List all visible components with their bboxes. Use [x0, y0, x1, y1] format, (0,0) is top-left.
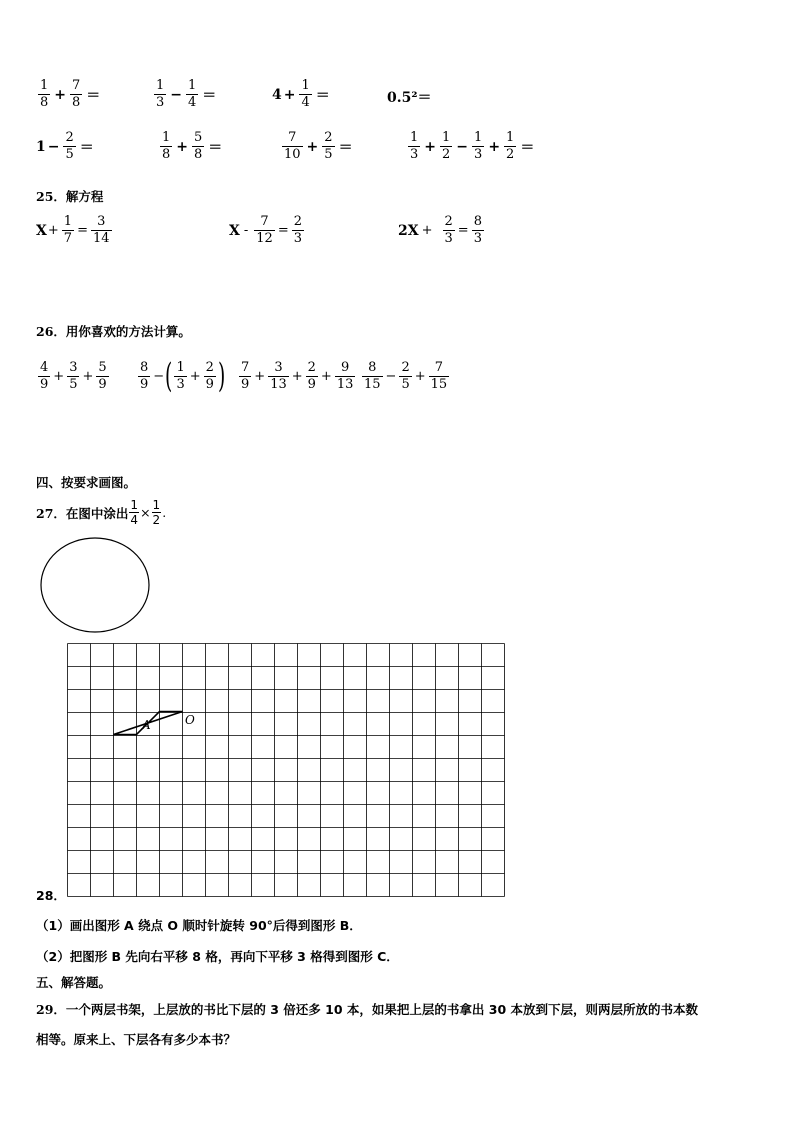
section-5-heading: 五、解答题。	[36, 975, 112, 990]
fraction: $\frac{2}{3}$	[444, 214, 453, 246]
q25-equation-2: X - $\frac{7}{12}$ = $\frac{2}{3}$	[229, 214, 303, 246]
fraction: $\frac{5}{9}$	[98, 360, 107, 392]
fraction: $\frac{1}{7}$	[63, 214, 73, 246]
fraction: $\frac{8}{9}$	[140, 359, 149, 392]
q29-line-2: 相等。原来上、下层各有多少本书？	[36, 1032, 237, 1047]
fraction: $\frac{5}{8}$	[194, 130, 203, 162]
fraction: $\frac{1}{8}$	[40, 78, 49, 110]
fraction: $\frac{2}{9}$	[307, 360, 316, 392]
fraction: $\frac{1}{2}$	[506, 130, 515, 162]
square-grid[interactable]	[66, 642, 506, 902]
row1-expr-4: 0.5²＝	[387, 90, 432, 106]
row1-expr-3: 4 + $\frac{1}{4}$ ＝	[272, 78, 330, 110]
row2-expr-4: $\frac{1}{3}$ + $\frac{1}{2}$ − $\frac{1}{3}$ + $\frac{1}{2}$ ＝	[410, 130, 535, 162]
fraction: $\frac{1}{3}$	[176, 359, 185, 392]
q25-heading: 25．解方程	[36, 189, 104, 204]
q26-expr-2: $\frac{8}{9}$ − ( $\frac{1}{3}$ + $\frac{2}{9}$ )	[140, 356, 226, 396]
fraction: $\frac{1}{4}$	[188, 78, 197, 110]
fraction: $\frac{1}{2}$	[152, 498, 161, 527]
q25-equation-3: 2X + $\frac{2}{3}$ = $\frac{8}{3}$	[398, 214, 482, 246]
q26-expr-4: $\frac{8}{15}$ − $\frac{2}{5}$ + $\frac{7}{15}$	[364, 360, 448, 392]
fraction: $\frac{7}{12}$	[256, 214, 273, 246]
fraction: $\frac{3}{5}$	[69, 360, 78, 392]
fraction: $\frac{7}{15}$	[430, 360, 448, 392]
row2-expr-3: $\frac{7}{10}$ + $\frac{2}{5}$ ＝	[284, 130, 353, 162]
fraction: $\frac{1}{3}$	[410, 130, 419, 162]
fraction: $\frac{1}{3}$	[156, 78, 165, 110]
q28-sub-1: （1）画出图形 A 绕点 O 顺时针旋转 90°后得到图形 B．	[36, 918, 362, 933]
point-o-label: O	[185, 713, 195, 727]
shape-a-label: A	[142, 718, 151, 732]
fraction: $\frac{1}{3}$	[474, 130, 483, 162]
fraction: $\frac{9}{13}$	[336, 360, 354, 392]
fraction: $\frac{8}{3}$	[473, 214, 482, 246]
fraction: $\frac{8}{15}$	[364, 360, 381, 392]
q29-line-1: 29．一个两层书架，上层放的书比下层的 3 倍还多 10 本，如果把上层的书拿出 30 本放到下层，则两层所放的书本数	[36, 1002, 699, 1017]
fraction: $\frac{1}{8}$	[162, 130, 171, 162]
fraction: $\frac{3}{13}$	[270, 360, 287, 392]
q28-number: 28．	[36, 888, 66, 903]
q26-heading: 26．用你喜欢的方法计算。	[36, 324, 191, 339]
fraction: $\frac{7}{9}$	[241, 360, 250, 392]
fraction: $\frac{1}{4}$	[301, 78, 310, 110]
fraction: $\frac{1}{2}$	[442, 130, 451, 162]
circle-figure[interactable]	[38, 535, 154, 637]
q28-sub-2: （2）把图形 B 先向右平移 8 格，再向下平移 3 格得到图形 C．	[36, 949, 399, 964]
q26-expr-1: $\frac{4}{9}$ + $\frac{3}{5}$ + $\frac{5}{9}$	[40, 360, 107, 392]
fraction: $\frac{2}{9}$	[205, 359, 214, 392]
fraction: $\frac{2}{5}$	[324, 130, 333, 162]
fraction: $\frac{2}{3}$	[293, 214, 303, 246]
row1-expr-1: $\frac{1}{8}$ + $\frac{7}{8}$ ＝	[40, 78, 101, 110]
fraction: $\frac{2}{5}$	[401, 360, 410, 392]
q26-expr-3: $\frac{7}{9}$ + $\frac{3}{13}$ + $\frac{2}{9}$ + $\frac{9}{13}$	[241, 360, 354, 392]
row2-expr-1: 1 − $\frac{2}{5}$ ＝	[36, 130, 94, 162]
fraction: $\frac{7}{8}$	[72, 78, 81, 110]
grid-lines	[68, 644, 505, 897]
q27-heading: 27． 在图中涂出 $\frac{1}{4}$ × $\frac{1}{2}$ .	[36, 498, 167, 527]
section-4-heading: 四、按要求画图。	[36, 475, 137, 490]
fraction: $\frac{7}{10}$	[284, 130, 301, 162]
fraction: $\frac{1}{4}$	[130, 498, 139, 527]
row2-expr-2: $\frac{1}{8}$ + $\frac{5}{8}$ ＝	[162, 130, 223, 162]
row1-expr-2: $\frac{1}{3}$ − $\frac{1}{4}$ ＝	[156, 78, 217, 110]
fraction: $\frac{2}{5}$	[65, 130, 74, 162]
fraction: $\frac{4}{9}$	[40, 360, 49, 392]
q25-equation-1: X + $\frac{1}{7}$ = $\frac{3}{14}$	[36, 214, 110, 246]
fraction: $\frac{3}{14}$	[92, 214, 110, 246]
